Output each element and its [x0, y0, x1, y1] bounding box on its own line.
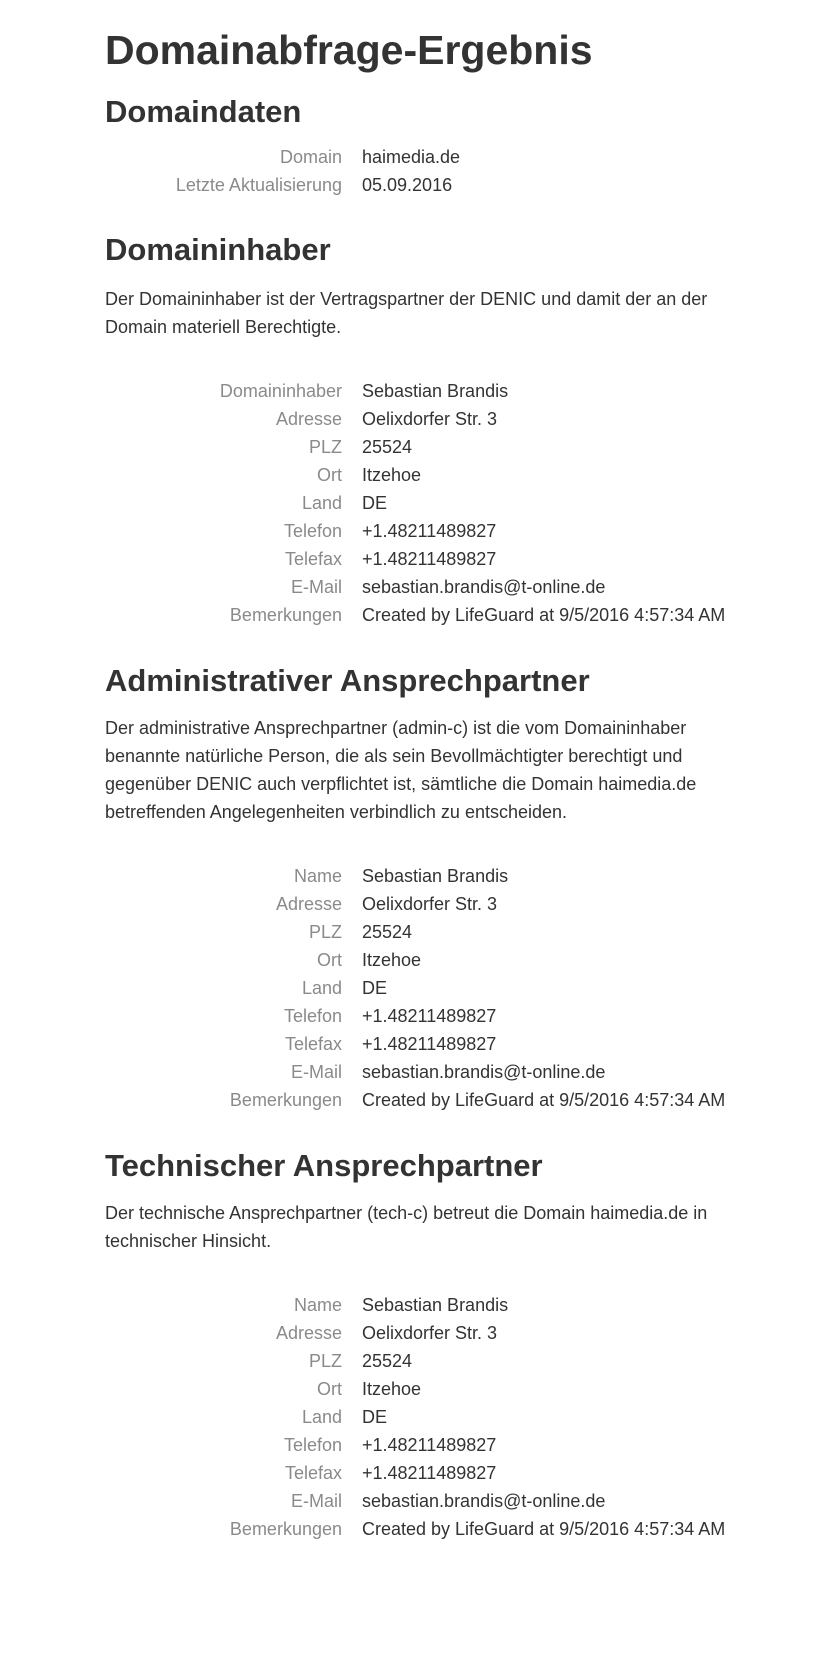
field-label: Telefax — [284, 1463, 342, 1483]
field-label: Land — [301, 1407, 342, 1427]
field-value: 05.09.2016 — [362, 175, 453, 195]
domaininhaber-description: Der Domaininhaber ist der Vertragspartner der DENIC und damit der an der Domain materiell Berechtigte. — [105, 289, 708, 337]
field-label: E-Mail — [290, 1491, 342, 1511]
field-row — [105, 1030, 755, 1058]
field-label: PLZ — [308, 437, 342, 457]
admin-section — [105, 663, 755, 1114]
field-row — [105, 918, 755, 946]
field-label: Bemerkungen — [229, 1519, 342, 1539]
field-value: 25524 — [362, 1351, 413, 1371]
field-row — [105, 1086, 755, 1114]
field-value: DE — [362, 493, 388, 513]
field-value: Oelixdorfer Str. 3 — [362, 894, 498, 914]
field-value: 25524 — [362, 922, 413, 942]
field-row — [105, 974, 755, 1002]
domaininhaber-fields — [105, 377, 755, 629]
field-row — [105, 1459, 755, 1487]
tech-heading: Technischer Ansprechpartner — [105, 1148, 543, 1183]
field-label: Ort — [317, 465, 342, 485]
tech-description: Der technische Ansprechpartner (tech-c) betreut die Domain haimedia.de in technischer Hinsicht. — [105, 1203, 708, 1251]
field-label: Ort — [317, 950, 342, 970]
field-value: Itzehoe — [362, 1379, 422, 1399]
field-value: +1.48211489827 — [362, 521, 497, 541]
field-label: Name — [293, 866, 342, 886]
field-label: Telefon — [283, 1435, 342, 1455]
field-label: Telefon — [283, 1006, 342, 1026]
field-value: Created by LifeGuard at 9/5/2016 4:57:34 AM — [362, 1090, 726, 1110]
field-value: Itzehoe — [362, 950, 422, 970]
domaininhaber-section — [105, 232, 755, 629]
field-row — [105, 862, 755, 890]
field-row — [105, 573, 755, 601]
field-row — [105, 433, 755, 461]
field-label: E-Mail — [290, 577, 342, 597]
field-label: Telefax — [284, 549, 342, 569]
field-value: +1.48211489827 — [362, 549, 497, 569]
field-row — [105, 1515, 755, 1543]
field-label: E-Mail — [290, 1062, 342, 1082]
domaininhaber-heading: Domaininhaber — [105, 232, 331, 267]
field-label: Name — [293, 1295, 342, 1315]
field-label: Adresse — [275, 894, 342, 914]
field-value: sebastian.brandis@t-online.de — [362, 577, 606, 597]
field-row — [105, 601, 755, 629]
domaindaten-section — [105, 94, 755, 199]
field-row — [105, 1487, 755, 1515]
field-value: DE — [362, 978, 388, 998]
field-label: PLZ — [308, 1351, 342, 1371]
field-value: Itzehoe — [362, 465, 422, 485]
field-label: Telefon — [283, 521, 342, 541]
field-value: Oelixdorfer Str. 3 — [362, 1323, 498, 1343]
field-value: +1.48211489827 — [362, 1435, 497, 1455]
admin-description: Der administrative Ansprechpartner (admin-c) ist die vom Domaininhaber benannte natürliche Person, die als sein Bevollmächtigter berechtigt und gegenüber DENIC auch verpflichtet ist, sämtliche die Domain haimedia.de betreffenden Angelegenheiten verbindlich zu entscheiden. — [105, 718, 697, 822]
admin-heading: Administrativer Ansprechpartner — [105, 663, 590, 698]
domaindaten-fields — [105, 143, 755, 199]
field-row — [105, 1319, 755, 1347]
field-row — [105, 1291, 755, 1319]
field-row — [105, 545, 755, 573]
field-value: 25524 — [362, 437, 413, 457]
field-value: Oelixdorfer Str. 3 — [362, 409, 498, 429]
field-value: sebastian.brandis@t-online.de — [362, 1491, 606, 1511]
field-value: DE — [362, 1407, 388, 1427]
field-label: Adresse — [275, 1323, 342, 1343]
field-value: sebastian.brandis@t-online.de — [362, 1062, 606, 1082]
field-label: Ort — [317, 1379, 342, 1399]
field-label: Letzte Aktualisierung — [175, 175, 342, 195]
field-row — [105, 1347, 755, 1375]
field-label: Telefax — [284, 1034, 342, 1054]
field-row — [105, 489, 755, 517]
field-label: Adresse — [275, 409, 342, 429]
field-value: haimedia.de — [362, 147, 461, 167]
field-value: +1.48211489827 — [362, 1034, 497, 1054]
field-value: +1.48211489827 — [362, 1006, 497, 1026]
field-row — [105, 1002, 755, 1030]
field-row — [105, 1403, 755, 1431]
page-title: Domainabfrage-Ergebnis — [105, 27, 593, 73]
field-label: Land — [301, 978, 342, 998]
field-value: +1.48211489827 — [362, 1463, 497, 1483]
field-label: Bemerkungen — [229, 605, 342, 625]
field-label: Domain — [279, 147, 342, 167]
field-row — [105, 377, 755, 405]
field-label: PLZ — [308, 922, 342, 942]
field-row — [105, 517, 755, 545]
tech-fields — [105, 1291, 755, 1543]
field-value: Created by LifeGuard at 9/5/2016 4:57:34 AM — [362, 1519, 726, 1539]
field-label: Bemerkungen — [229, 1090, 342, 1110]
field-row — [105, 405, 755, 433]
field-value: Sebastian Brandis — [362, 1295, 509, 1315]
tech-section — [105, 1148, 755, 1543]
field-row — [105, 946, 755, 974]
admin-fields — [105, 862, 755, 1114]
field-row — [105, 890, 755, 918]
field-row — [105, 1431, 755, 1459]
field-value: Created by LifeGuard at 9/5/2016 4:57:34 AM — [362, 605, 726, 625]
field-row — [105, 1058, 755, 1086]
field-value: Sebastian Brandis — [362, 381, 509, 401]
field-row-last-update — [105, 171, 755, 199]
domaindaten-heading: Domaindaten — [105, 94, 302, 129]
field-row-domain — [105, 143, 755, 171]
page-content — [105, 0, 755, 1543]
field-label: Domaininhaber — [219, 381, 342, 401]
field-value: Sebastian Brandis — [362, 866, 509, 886]
field-row — [105, 1375, 755, 1403]
field-row — [105, 461, 755, 489]
field-label: Land — [301, 493, 342, 513]
